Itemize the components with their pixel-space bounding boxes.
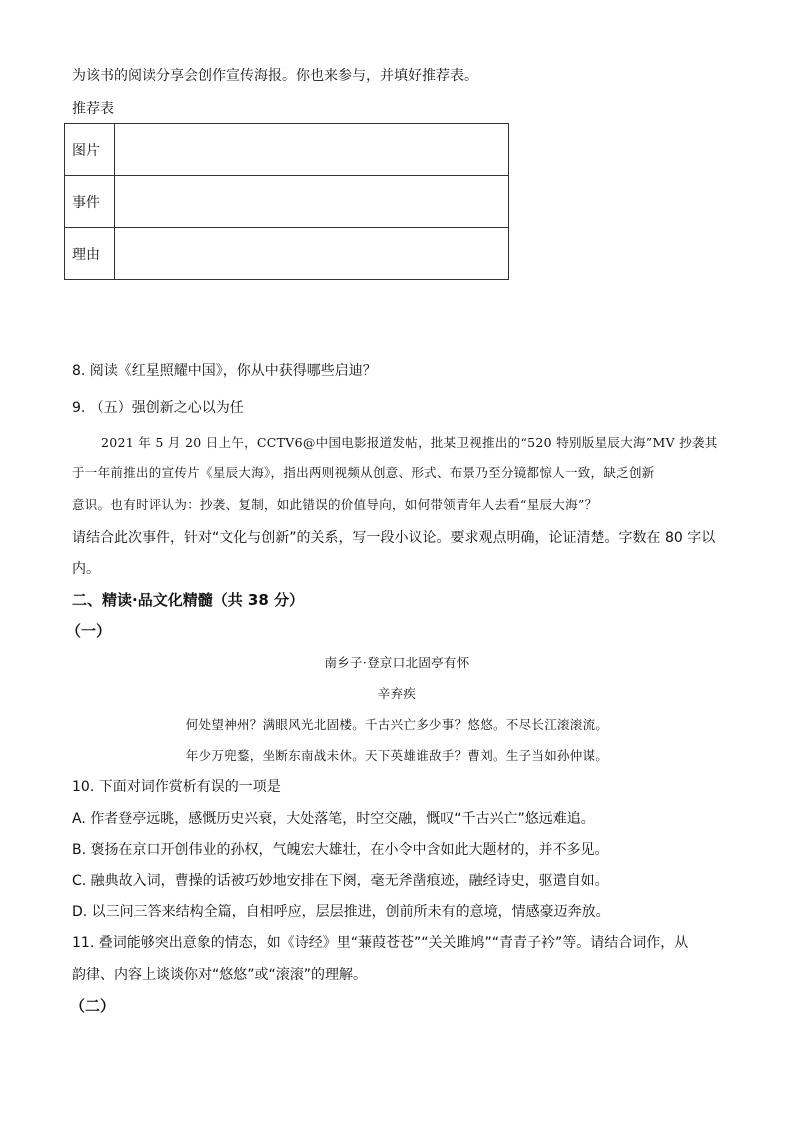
passage-line: 于一年前推出的宣传片《星辰大海》，指出两则视频从创意、形式、布景乃至分镜都惊人一致，缺乏创新: [72, 465, 655, 480]
table-title: 推荐表: [72, 101, 114, 117]
question-10-option-d: D. 以三问三答来结构全篇，自相呼应，层层推进，创前所未有的意境，情感豪迈奔放。: [72, 904, 610, 920]
question-9-task: 请结合此次事件，针对“文化与创新”的关系，写一段小议论。要求观点明确，论证清楚。字数在 80 字以: [72, 530, 716, 546]
intro-text: 为该书的阅读分享会创作宣传海报。你也来参与，并填好推荐表。: [72, 68, 478, 84]
table-cell-event[interactable]: [115, 176, 509, 228]
poem-author: 辛弃疾: [377, 686, 417, 701]
poem-title: 南乡子·登京口北固亭有怀: [324, 655, 470, 670]
poem-line: 何处望神州？满眼风光北固楼。千古兴亡多少事？悠悠。不尽长江滚滚流。: [185, 717, 609, 732]
poem-line: 年少万兜鍪，坐断东南战未休。天下英雄谁敌手？曹刘。生子当如孙仲谋。: [185, 748, 609, 763]
table-row: [65, 124, 509, 176]
question-9-title: 9. （五）强创新之心以为任: [72, 400, 244, 416]
question-11: 11. 叠词能够突出意象的情态，如《诗经》里“蒹葭苍苍”“关关雎鸠”“青青子衿”等。请结合词作，从: [72, 935, 689, 951]
table-label-reason: 理由: [65, 228, 115, 280]
question-11-cont: 韵律、内容上谈谈你对“悠悠”或“滚滚”的理解。: [72, 967, 368, 983]
recommendation-table: [64, 123, 509, 280]
table-cell-reason[interactable]: [115, 228, 509, 280]
section-heading: 二、精读·品文化精髓（共 38 分）: [72, 591, 305, 609]
part-one-heading: （一）: [66, 622, 112, 640]
table-row: [65, 176, 509, 228]
passage-line: 意识。也有时评认为：抄袭、复制，如此错误的价值导向，如何带领青年人去看“星辰大海”？: [72, 497, 598, 512]
question-10-stem: 10. 下面对词作赏析有误的一项是: [72, 779, 281, 795]
passage-line: 2021 年 5 月 20 日上午，CCTV6@中国电影报道发帖，批某卫视推出的“520 特别版星辰大海”MV 抄袭其: [101, 435, 718, 450]
part-two-heading: （二）: [70, 997, 116, 1015]
table-cell-picture[interactable]: [115, 124, 509, 176]
table-label-event: 事件: [65, 176, 115, 228]
question-8: 8. 阅读《红星照耀中国》，你从中获得哪些启迪？: [72, 363, 377, 379]
table-label-picture: 图片: [65, 124, 115, 176]
question-10-option-b: B. 褒扬在京口开创伟业的孙权，气魄宏大雄壮，在小令中含如此大题材的，并不多见。: [72, 842, 609, 858]
question-10-option-c: C. 融典故入词，曹操的话被巧妙地安排在下阕，毫无斧凿痕迹，融经诗史，驱遣自如。: [72, 873, 609, 889]
question-9-task-cont: 内。: [72, 561, 100, 577]
question-10-option-a: A. 作者登亭远眺，感慨历史兴衰，大处落笔，时空交融，慨叹“千古兴亡”悠远难追。: [72, 811, 595, 827]
table-row: [65, 228, 509, 280]
